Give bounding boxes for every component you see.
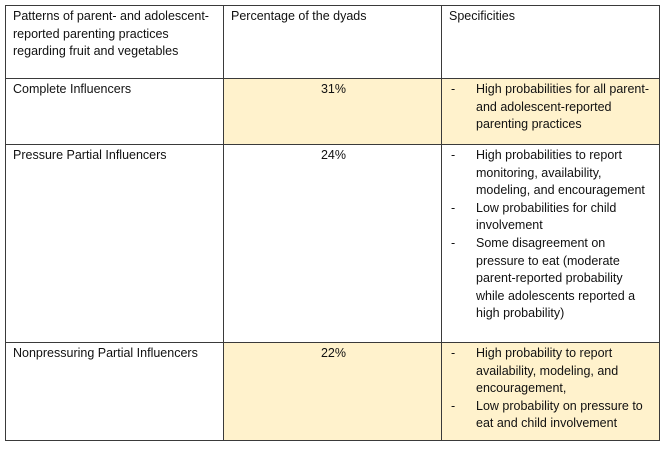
bullet-dash: - xyxy=(451,398,456,413)
bullet-dash: - xyxy=(451,235,456,250)
table-row xyxy=(6,145,660,343)
pattern-cell: Complete Influencers xyxy=(6,79,224,145)
list-item-text: High probability to report availability, modeling, and encouragement, xyxy=(476,346,619,396)
header-percentage: Percentage of the dyads xyxy=(224,6,442,79)
percentage-cell: 31% xyxy=(224,79,442,145)
header-specificities: Specificities xyxy=(442,6,660,79)
list-item-text: Low probability on pressure to eat and child involvement xyxy=(476,398,643,431)
bullet-dash: - xyxy=(451,346,456,360)
bullet-dash: - xyxy=(451,82,456,96)
parenting-patterns-table xyxy=(5,5,660,441)
specificities-list xyxy=(449,345,654,433)
header-patterns: Patterns of parent- and adolescent- reported parenting practices regarding fruit and vegetables xyxy=(6,6,224,79)
bullet-dash: - xyxy=(451,148,456,162)
list-item-text: High probabilities for all parent- and adolescent-reported parenting practices xyxy=(476,82,650,132)
table-row xyxy=(6,79,660,145)
table-row xyxy=(6,343,660,441)
list-item-text: Low probabilities for child involvement xyxy=(476,200,617,233)
list-item xyxy=(449,200,654,235)
list-item xyxy=(449,147,654,200)
list-item xyxy=(449,235,654,323)
list-item xyxy=(449,81,654,134)
pattern-cell: Pressure Partial Influencers xyxy=(6,145,224,343)
list-item xyxy=(449,345,654,398)
percentage-cell: 24% xyxy=(224,145,442,343)
header-row xyxy=(6,6,660,79)
specificities-cell xyxy=(442,343,660,441)
specificities-cell xyxy=(442,79,660,145)
pattern-cell: Nonpressuring Partial Influencers xyxy=(6,343,224,441)
list-item-text: High probabilities to report monitoring, availability, modeling, and encouragement xyxy=(476,148,645,198)
percentage-cell: 22% xyxy=(224,343,442,441)
specificities-list xyxy=(449,147,654,323)
list-item-text: Some disagreement on pressure to eat (moderate parent-reported probability while adolescents reported a high probability) xyxy=(476,235,636,321)
specificities-cell xyxy=(442,145,660,343)
bullet-dash: - xyxy=(451,200,456,215)
list-item xyxy=(449,398,654,433)
specificities-list xyxy=(449,81,654,134)
